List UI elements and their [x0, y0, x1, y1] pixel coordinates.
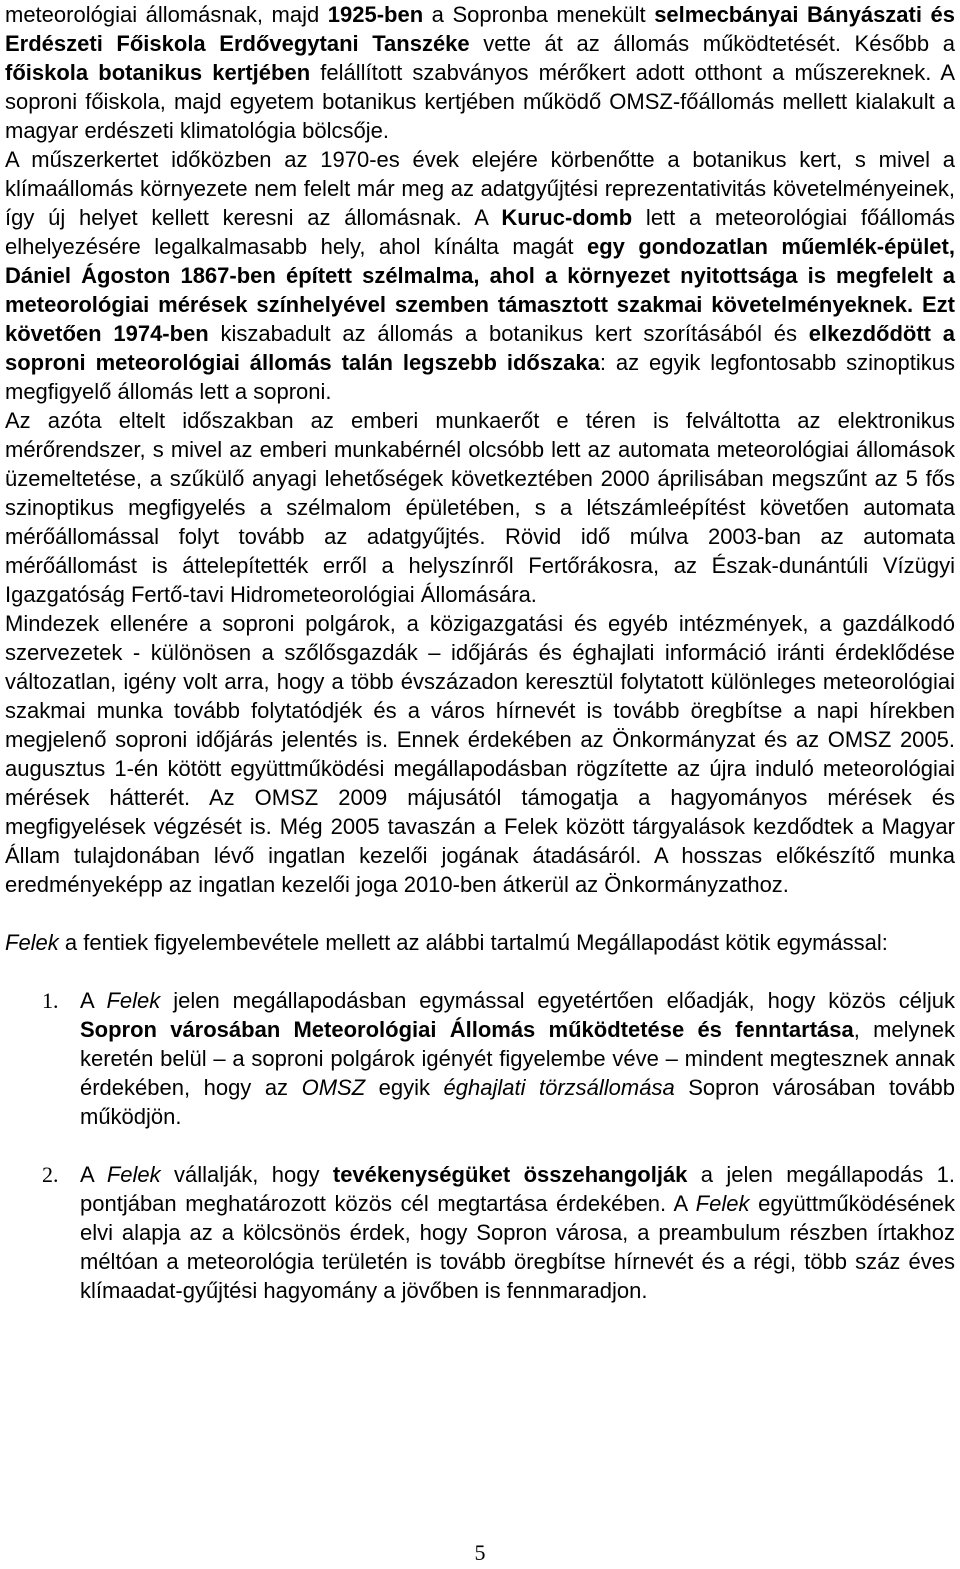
text-run: : az egyik legfontosabb szinoptikus megfigyelő állomás lett a soproni.: [5, 350, 955, 404]
italic-text: Felek: [106, 1162, 161, 1187]
paragraph-agreement-background: [5, 609, 955, 899]
text-run: Mindezek ellenére a soproni polgárok, a közigazgatási és egyéb intézmények, a gazdálkodó szervezetek - különösen a szőlősgazdák – időjárás és éghajlati információ iránti érdeklődése változatlan, igény volt arra, hogy a több évszázadon keresztül folytatott különleges meteorológiai szakmai munka tovább folytatódjék és a város hírnevét is tovább öregbítse a napi hírekben megjelenő soproni időjárás jelentés is. Ennek érdekében az Önkormányzat és az OMSZ 2005. augusztus 1-én kötött együttműködési megállapodásban rögzítette az újra induló meteorológiai mérések hátterét. Az OMSZ 2009 májusától támogatja a hagyományos mérések és megfigyelések végzését is. Még 2005 tavaszán a Felek között tárgyalások kezdődtek a Magyar Állam tulajdonában lévő ingatlan kezelői jogának átadásáról. A hosszas előkészítő munka eredményeképp az ingatlan kezelői joga 2010-ben átkerül az Önkormányzathoz.: [5, 611, 955, 897]
bold-text: tevékenységüket összehangolják: [332, 1162, 688, 1187]
italic-text: Felek: [695, 1191, 750, 1216]
paragraph-parties-intro: [5, 928, 955, 957]
text-run: A: [80, 1162, 107, 1187]
text-run: a fentiek figyelembevétele mellett az alábbi tartalmú Megállapodást kötik egymással:: [58, 930, 888, 955]
italic-text: Felek: [106, 988, 161, 1013]
text-run: egyik: [365, 1075, 444, 1100]
text-run: vállalják, hogy: [160, 1162, 333, 1187]
bold-text: Kuruc-domb: [501, 205, 633, 230]
text-run: a Sopronba menekült: [423, 2, 655, 27]
agreement-point-1: [5, 986, 955, 1131]
text-run: meteorológiai állomásnak, majd: [5, 2, 328, 27]
paragraph-automation: [5, 406, 955, 609]
paragraph-history-1925: [5, 0, 955, 145]
paragraph-spacer: [5, 957, 955, 986]
text-run: jelen megállapodásban egymással egyetértően előadják, hogy közös céljuk: [160, 988, 955, 1013]
text-run: A: [80, 988, 107, 1013]
text-run: együttműködésének elvi alapja az a kölcsönös érdek, hogy Sopron városa, a preambulum részben írtakhoz méltóan a meteorológia területén is tovább öregbítse hírnevét és a régi, több száz éves klímaadat-gyűjtési hagyomány a jövőben is fennmaradjon.: [80, 1191, 955, 1303]
bold-text: Sopron városában Meteorológiai Állomás működtetése és fenntartása: [80, 1017, 854, 1042]
paragraph-spacer: [5, 899, 955, 928]
bold-text: egy gondozatlan műemlék-épület, Dániel Ágoston 1867-ben épített szélmalma, ahol a környezet nyitottsága is megfelelt a meteorológiai mérések színhelyével szemben támasztott szakmai követelményeknek.: [5, 234, 955, 317]
agreement-points-list: [5, 986, 955, 1305]
italic-text: Felek: [5, 930, 59, 955]
text-run: vette át az állomás működtetését. Később a: [469, 31, 955, 56]
text-run: [913, 292, 922, 317]
text-run: Az azóta eltelt időszakban az emberi munkaerőt e téren is felváltotta az elektronikus mérőrendszer, s mivel az emberi munkabérnél olcsóbb lett az automata meteorológiai állomások üzemeltetése, a szűkülő anyagi lehetőségek következtében 2000 áprilisában megszűnt az 5 fős szinoptikus megfigyelés a szélmalom épületében, s a létszámleépítést követően automata mérőállomással folyt tovább az adatgyűjtés. Rövid idő múlva 2003-ban az automata mérőállomást is áttelepítették erről a helyszínről Fertőrákosra, az Észak-dunántúli Vízügyi Igazgatóság Fertő-tavi Hidrometeorológiai Állomására.: [5, 408, 955, 607]
text-run: A műszerkertet időközben az 1970-es évek elejére körbenőtte a botanikus kert, s mivel a klímaállomás környezete nem felelt már meg az adatgyűjtési reprezentativitás követelményeinek, így új helyet kellett keresni az állomásnak. A: [5, 147, 955, 230]
list-number: 2.: [42, 1162, 59, 1187]
text-run: a jelen megállapodás 1. pontjában meghatározott közös cél megtartása érdekében. A: [80, 1162, 956, 1216]
page-number: 5: [474, 1540, 486, 1565]
bold-text: főiskola botanikus kertjében: [5, 60, 311, 85]
bold-text: Ezt követően 1974-ben: [5, 292, 955, 346]
list-item-text: [80, 988, 955, 1129]
paragraph-kuruc-domb: [5, 145, 955, 406]
text-run: lett a meteorológiai főállomás elhelyezésére legalkalmasabb hely, ahol kínálta magát: [5, 205, 955, 259]
bold-text: selmecbányai Bányászati és Erdészeti Főiskola Erdővegytani Tanszéke: [5, 2, 955, 56]
document-page: [5, 0, 955, 1305]
list-item-text: [80, 1162, 955, 1303]
italic-text: OMSZ: [301, 1075, 366, 1100]
text-run: kiszabadult az állomás a botanikus kert szorításából és: [208, 321, 809, 346]
text-run: felállított szabványos mérőkert adott otthont a műszereknek. A soproni főiskola, majd egyetem botanikus kertjében működő OMSZ-főállomás mellett kialakult a magyar erdészeti klimatológia bölcsője.: [5, 60, 956, 143]
bold-text: 1925-ben: [327, 2, 424, 27]
italic-text: éghajlati törzsállomása: [443, 1075, 675, 1100]
agreement-point-2: [5, 1160, 955, 1305]
bold-text: elkezdődött a soproni meteorológiai állomás talán legszebb időszaka: [5, 321, 955, 375]
text-run: , melynek keretén belül – a soproni polgárok igényét figyelembe véve – mindent megtesznek annak érdekében, hogy az: [80, 1017, 955, 1100]
text-run: Sopron városában tovább működjön.: [80, 1075, 955, 1129]
list-number: 1.: [42, 988, 59, 1013]
list-spacer: [5, 1131, 955, 1160]
